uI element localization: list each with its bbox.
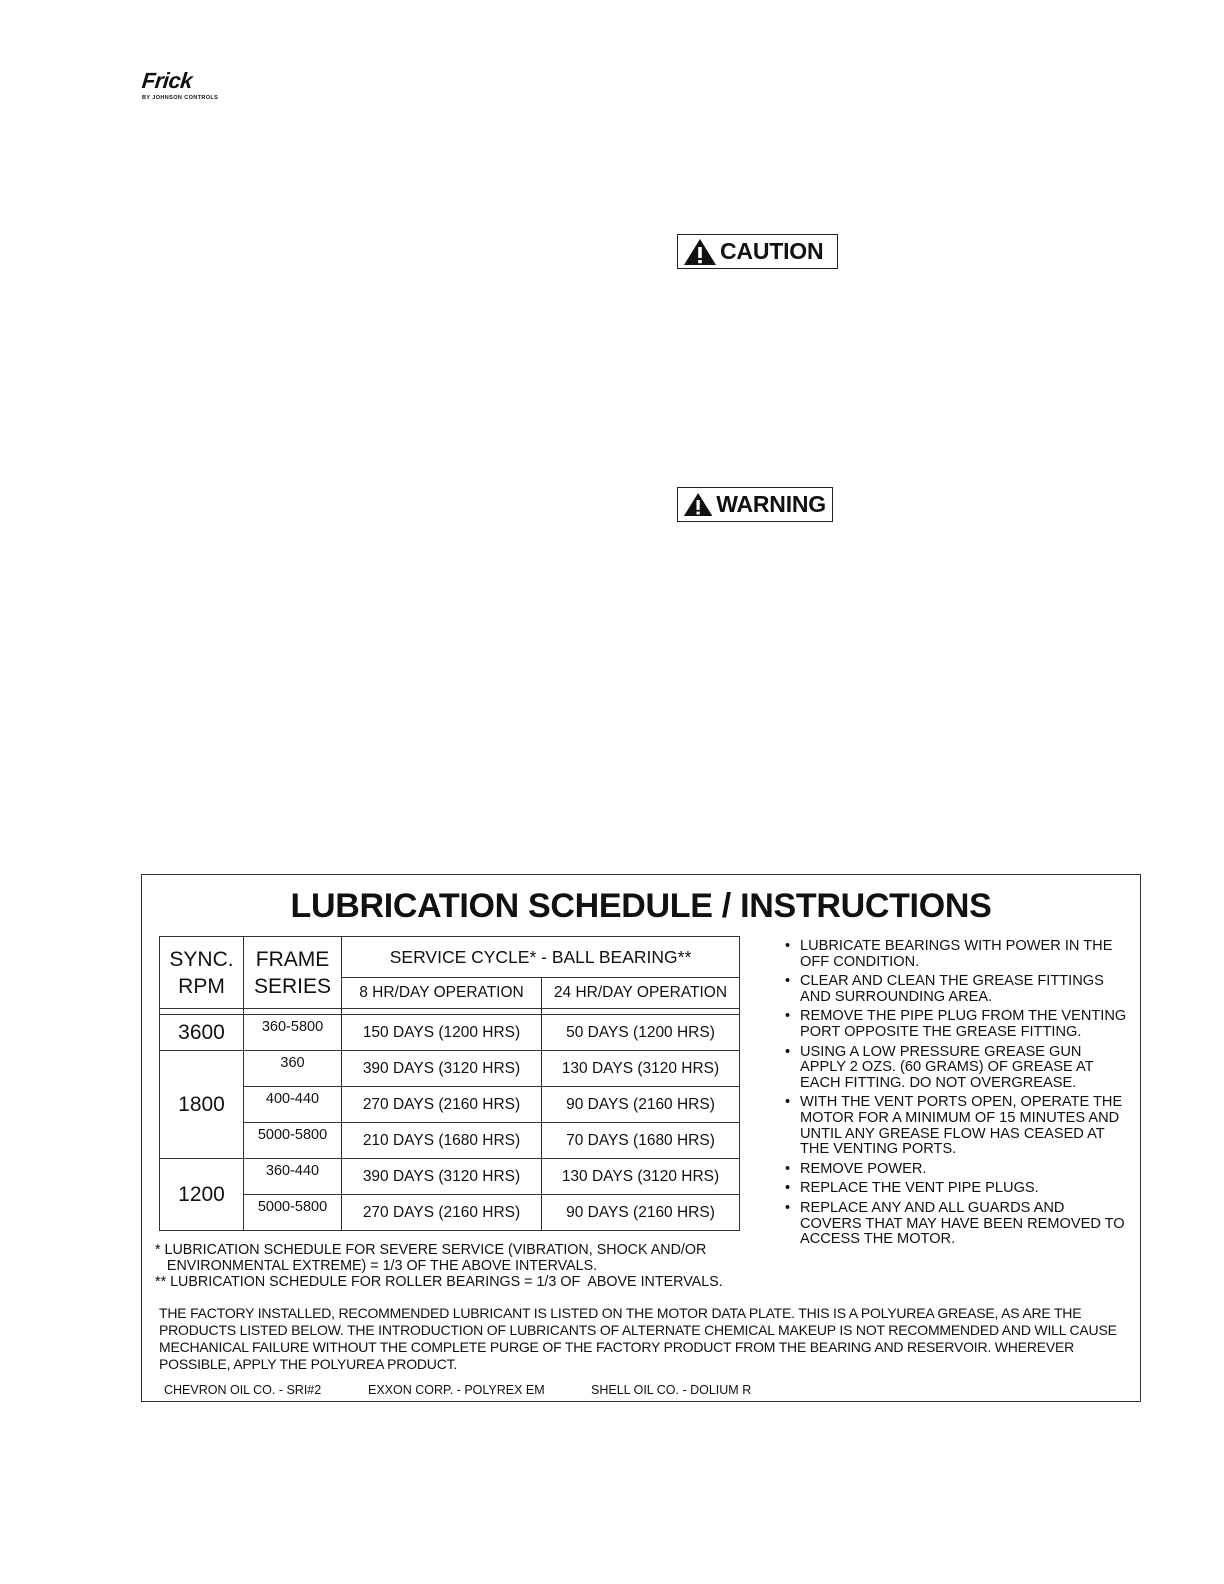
- schedule-footnotes: [155, 1242, 723, 1290]
- table-row: [160, 1051, 740, 1087]
- frame-cell: 360: [244, 1051, 342, 1087]
- header-8hr: 8 HR/DAY OPERATION: [342, 978, 542, 1009]
- op8-cell: 390 DAYS (3120 HRS): [342, 1051, 542, 1087]
- op8-cell: 270 DAYS (2160 HRS): [342, 1087, 542, 1123]
- rpm-cell: 1800: [160, 1051, 244, 1159]
- product-item: EXXON CORP. - POLYREX EM: [368, 1383, 545, 1397]
- op24-cell: 90 DAYS (2160 HRS): [542, 1195, 740, 1231]
- rpm-cell: 3600: [160, 1015, 244, 1051]
- frame-cell: 5000-5800: [244, 1123, 342, 1159]
- op24-cell: 130 DAYS (3120 HRS): [542, 1159, 740, 1195]
- product-item: CHEVRON OIL CO. - SRI#2: [164, 1383, 322, 1397]
- footnote-severe-service-cont: ENVIRONMENTAL EXTREME) = 1/3 OF THE ABOVE INTERVALS.: [155, 1258, 598, 1274]
- op24-cell: 70 DAYS (1680 HRS): [542, 1123, 740, 1159]
- op8-cell: 150 DAYS (1200 HRS): [342, 1015, 542, 1051]
- op24-cell: 50 DAYS (1200 HRS): [542, 1015, 740, 1051]
- table-row: [160, 1123, 740, 1159]
- frick-logo: [142, 70, 232, 110]
- footnote-severe-service: * LUBRICATION SCHEDULE FOR SEVERE SERVICE (VIBRATION, SHOCK AND/OR: [155, 1242, 707, 1258]
- lubricant-notice: THE FACTORY INSTALLED, RECOMMENDED LUBRICANT IS LISTED ON THE MOTOR DATA PLATE. THIS IS A POLYUREA GREASE, AS ARE THE PRODUCTS LISTED BELOW. THE INTRODUCTION OF LUBRICANTS OF ALTERNATE CHEMICAL MAKEUP IS NOT RECOMMENDED AND WILL CAUSE MECHANICAL FAILURE WITHOUT THE COMPLETE PURGE OF THE FACTORY PRODUCT FROM THE BEARING AND RESERVOIR. WHEREVER POSSIBLE, APPLY THE POLYUREA PRODUCT.: [159, 1305, 1117, 1372]
- table-row: [160, 1087, 740, 1123]
- header-frame-series: FRAME SERIES: [244, 937, 342, 1009]
- logo-wordmark: Frick: [140, 68, 194, 93]
- header-24hr: 24 HR/DAY OPERATION: [542, 978, 740, 1009]
- list-item: • REMOVE THE PIPE PLUG FROM THE VENTING PORT OPPOSITE THE GREASE FITTING.: [782, 1009, 1127, 1040]
- warning-label: WARNING: [716, 491, 826, 517]
- frame-cell: 400-440: [244, 1087, 342, 1123]
- list-item: • CLEAR AND CLEAN THE GREASE FITTINGS AND SURROUNDING AREA.: [782, 974, 1127, 1005]
- caution-label: CAUTION: [720, 238, 824, 264]
- warning-triangle-icon: [683, 491, 713, 518]
- recommended-products: [164, 1383, 804, 1397]
- lubrication-schedule-table: [159, 936, 740, 1231]
- header-sync-rpm: SYNC. RPM: [160, 937, 244, 1009]
- lubrication-panel: [141, 874, 1141, 1402]
- table-row: [160, 1195, 740, 1231]
- logo-subtitle: BY JOHNSON CONTROLS: [142, 95, 219, 101]
- rpm-cell: 1200: [160, 1159, 244, 1231]
- product-item: SHELL OIL CO. - DOLIUM R: [591, 1383, 752, 1397]
- list-item: • REPLACE ANY AND ALL GUARDS AND COVERS THAT MAY HAVE BEEN REMOVED TO ACCESS THE MOTOR.: [782, 1201, 1127, 1248]
- list-item: • REPLACE THE VENT PIPE PLUGS.: [782, 1181, 1127, 1197]
- instruction-list: [782, 939, 1127, 1252]
- op24-cell: 130 DAYS (3120 HRS): [542, 1051, 740, 1087]
- header-service-cycle: SERVICE CYCLE* - BALL BEARING**: [342, 937, 740, 978]
- warning-callout: [677, 487, 833, 522]
- panel-title: LUBRICATION SCHEDULE / INSTRUCTIONS: [290, 887, 992, 925]
- frame-cell: 360-440: [244, 1159, 342, 1195]
- op8-cell: 270 DAYS (2160 HRS): [342, 1195, 542, 1231]
- warning-triangle-icon: [683, 238, 717, 266]
- table-row: [160, 1015, 740, 1051]
- frame-cell: 360-5800: [244, 1015, 342, 1051]
- list-item: • WITH THE VENT PORTS OPEN, OPERATE THE MOTOR FOR A MINIMUM OF 15 MINUTES AND UNTIL ANY GREASE FLOW HAS CEASED AT THE VENTING PORTS.: [782, 1095, 1127, 1157]
- op8-cell: 210 DAYS (1680 HRS): [342, 1123, 542, 1159]
- list-item: • REMOVE POWER.: [782, 1162, 1127, 1178]
- list-item: • LUBRICATE BEARINGS WITH POWER IN THE OFF CONDITION.: [782, 939, 1127, 970]
- caution-callout: [677, 234, 838, 269]
- frame-cell: 5000-5800: [244, 1195, 342, 1231]
- list-item: • USING A LOW PRESSURE GREASE GUN APPLY 2 OZS. (60 GRAMS) OF GREASE AT EACH FITTING. DO NOT OVERGREASE.: [782, 1045, 1127, 1092]
- op8-cell: 390 DAYS (3120 HRS): [342, 1159, 542, 1195]
- op24-cell: 90 DAYS (2160 HRS): [542, 1087, 740, 1123]
- table-row: [160, 1159, 740, 1195]
- footnote-roller-bearings: ** LUBRICATION SCHEDULE FOR ROLLER BEARINGS = 1/3 OF ABOVE INTERVALS.: [155, 1274, 723, 1290]
